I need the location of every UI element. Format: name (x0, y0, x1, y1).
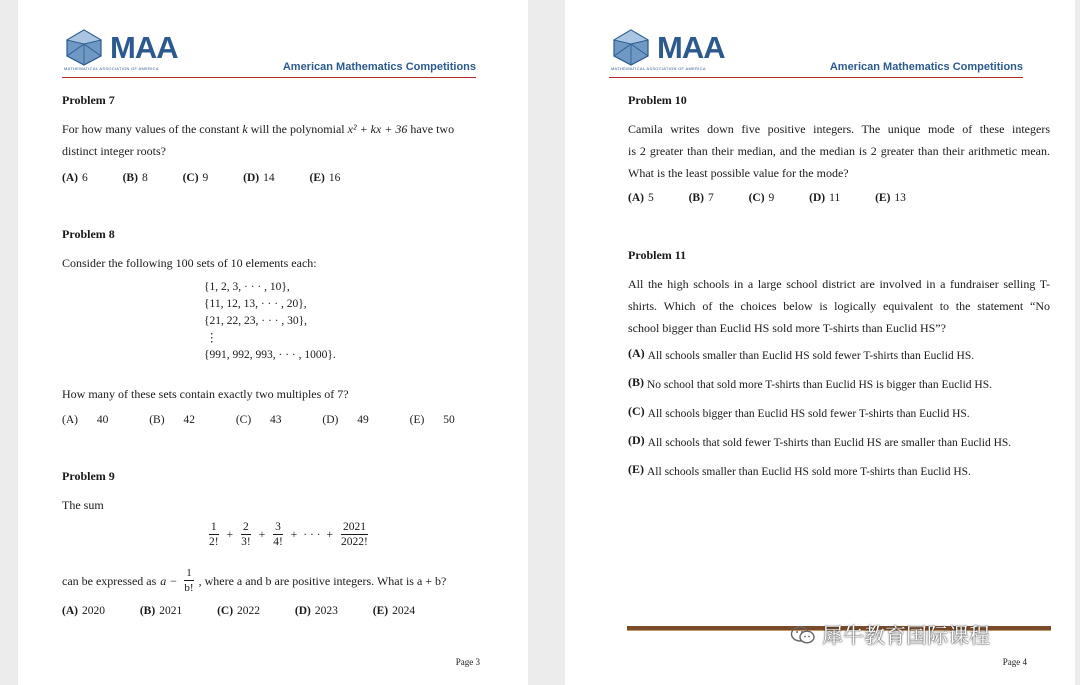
numerator: 2 (243, 521, 249, 533)
fraction-term (239, 520, 253, 549)
problem-9-choices (62, 605, 447, 617)
math-number: 10 (230, 256, 243, 270)
choice-label: (A) (62, 414, 78, 426)
statement-text: distinct integer roots? (62, 144, 166, 158)
problem-9-title: Problem 9 (62, 469, 115, 483)
choice-label: (A) (628, 192, 644, 204)
fraction-term (339, 520, 370, 549)
fraction-term (271, 520, 285, 549)
icosahedron-logo-icon (611, 28, 651, 66)
choice-a (628, 192, 670, 204)
choice-label: (B) (149, 414, 165, 426)
numerator: 1 (186, 567, 192, 579)
option-label: (B) (628, 375, 644, 389)
choice-b (149, 414, 211, 426)
statement-text: elements each: (242, 256, 317, 270)
denominator: 2022! (341, 536, 368, 548)
set-vdots: ⋮ (206, 332, 218, 344)
choice-value: 11 (829, 192, 841, 204)
logo-subtitle: MATHEMATICAL ASSOCIATION OF AMERICA (611, 66, 706, 71)
choice-value: 9 (202, 172, 209, 184)
statement-text: sets of (193, 256, 231, 270)
choice-label: (E) (875, 192, 891, 204)
problem-11-option-e (628, 462, 971, 478)
set-line: {991, 992, 993, · · · , 1000}. (204, 349, 336, 361)
choice-label: (B) (122, 172, 138, 184)
document-page-3 (18, 0, 528, 685)
choice-value: 7 (707, 192, 714, 204)
choice-value: 49 (357, 414, 369, 426)
choice-value: 2022 (237, 605, 261, 617)
problem-11-option-b (628, 375, 992, 391)
numerator: 1 (210, 521, 217, 533)
option-text: All schools bigger than Euclid HS sold fewer T-shirts than Euclid HS. (647, 408, 970, 420)
statement-line: school bigger than Euclid HS sold more T-shirts than Euclid HS”? (628, 321, 946, 335)
statement-line: Camila writes down five positive integers. The unique mode of these integers (628, 122, 1050, 136)
choice-label: (C) (235, 414, 252, 426)
choice-label: (C) (182, 172, 199, 184)
statement-text: For how many values of the constant (62, 122, 243, 136)
choice-value: 14 (263, 172, 275, 184)
option-label: (A) (628, 346, 645, 360)
plus-sign: + (290, 528, 298, 541)
choice-value: 43 (270, 414, 282, 426)
statement-line: All the high schools in a large school district are involved in a fundraiser selling T- (628, 277, 1050, 291)
math-polynomial: x² + kx + 36 (347, 122, 408, 136)
page-number: Page 4 (1002, 657, 1027, 667)
problem-9-intro: The sum (62, 498, 104, 512)
choice-label: (D) (322, 414, 339, 426)
numerator: 3 (275, 521, 281, 533)
choice-a (62, 414, 124, 426)
problem-7-choices (62, 172, 372, 184)
choice-label: (E) (309, 172, 325, 184)
choice-b (689, 192, 730, 204)
choice-value: 13 (894, 192, 906, 204)
option-text: All schools smaller than Euclid HS sold more T-shirts than Euclid HS. (647, 466, 971, 478)
choice-c (749, 192, 791, 204)
statement-text: , where a and b are positive integers. What is a + b? (198, 573, 447, 588)
statement-text: will the polynomial (247, 122, 348, 136)
problem-11-option-c (628, 404, 970, 420)
choice-label: (D) (243, 172, 260, 184)
choice-d (809, 192, 856, 204)
problem-10-title: Problem 10 (628, 93, 687, 107)
option-text: All schools smaller than Euclid HS sold fewer T-shirts than Euclid HS. (647, 350, 975, 362)
problem-11-option-a (628, 346, 974, 362)
choice-c (236, 414, 298, 426)
fraction-term (182, 566, 195, 595)
option-text: No school that sold more T-shirts than Euclid HS is bigger than Euclid HS. (647, 379, 992, 391)
option-label: (D) (628, 433, 645, 447)
choice-value: 50 (443, 414, 455, 426)
problem-11-statement (628, 273, 1050, 339)
problem-11-title: Problem 11 (628, 248, 687, 262)
choice-value: 8 (141, 172, 148, 184)
problem-8-intro (62, 252, 482, 274)
choice-label: (D) (809, 192, 826, 204)
problem-8-choices (62, 414, 487, 426)
denominator: b! (184, 582, 194, 594)
plus-sign: + (258, 528, 266, 541)
choice-label: (E) (372, 605, 389, 617)
maa-logo (611, 26, 725, 76)
header-divider (62, 77, 476, 78)
denominator: 2! (209, 536, 219, 548)
ellipsis: · · · (303, 528, 321, 541)
choice-value: 2021 (159, 605, 183, 617)
header-title: American Mathematics Competitions (282, 61, 476, 73)
option-label: (E) (628, 462, 644, 476)
plus-sign: + (326, 528, 334, 541)
problem-8-title: Problem 8 (62, 227, 115, 241)
choice-label: (B) (688, 192, 704, 204)
choice-value: 42 (183, 414, 195, 426)
choice-value: 6 (81, 172, 88, 184)
icosahedron-logo-icon (64, 28, 104, 66)
choice-a (62, 605, 121, 617)
choice-label: (B) (139, 605, 156, 617)
choice-label: (C) (217, 605, 234, 617)
math-number: 100 (175, 256, 194, 270)
maa-logo (64, 26, 178, 76)
choice-label: (A) (62, 605, 78, 617)
choice-label: (A) (62, 172, 78, 184)
wechat-icon (790, 625, 816, 645)
statement-text: can be expressed as (62, 573, 157, 588)
statement-line: is 2 greater than their median, and the median is 2 greater than their arithmetic mean. (628, 144, 1050, 158)
choice-value: 40 (96, 414, 109, 426)
choice-label: (D) (294, 605, 311, 617)
logo-text: MAA (657, 30, 725, 65)
problem-9-sum-expression (204, 520, 373, 549)
set-line: {21, 22, 23, · · · , 30}, (204, 315, 308, 327)
choice-value: 16 (328, 172, 341, 184)
choice-e (410, 414, 471, 426)
choice-value: 9 (768, 192, 775, 204)
plus-sign: + (226, 528, 234, 541)
watermark-text: 犀牛教育国际课程 (822, 624, 990, 648)
option-label: (C) (628, 404, 645, 418)
choice-e (875, 192, 922, 204)
problem-8-question: How many of these sets contain exactly two multiples of 7? (62, 387, 349, 401)
choice-b (140, 605, 198, 617)
problem-7-title: Problem 7 (62, 93, 115, 107)
statement-text: have two (407, 122, 455, 136)
problem-8-set-list (204, 279, 336, 364)
problem-11-option-d (628, 433, 1011, 449)
choice-e (310, 172, 357, 184)
option-text: All schools that sold fewer T-shirts than Euclid HS are smaller than Euclid HS. (647, 437, 1012, 449)
document-page-4 (565, 0, 1075, 685)
problem-9-statement (62, 566, 502, 595)
choice-c (217, 605, 276, 617)
page-number: Page 3 (455, 657, 480, 667)
choice-value: 2020 (81, 605, 105, 617)
choice-label: (C) (748, 192, 765, 204)
choice-label: (E) (409, 414, 425, 426)
statement-line: shirts. Which of the choices below is logically equivalent to the statement “No (628, 299, 1050, 313)
set-line: {1, 2, 3, · · · , 10}, (204, 281, 290, 293)
problem-10-choices (628, 192, 938, 204)
header-divider (609, 77, 1023, 78)
statement-text: Consider the following (62, 256, 176, 270)
logo-text: MAA (110, 30, 178, 65)
math-var-k: k (242, 122, 248, 136)
fraction-term (207, 520, 221, 549)
choice-d (295, 605, 354, 617)
watermark (790, 620, 990, 650)
denominator: 4! (273, 536, 283, 548)
choice-value: 5 (647, 192, 654, 204)
math-expression: a − (160, 573, 178, 588)
denominator: 3! (241, 536, 251, 548)
choice-a (62, 172, 104, 184)
choice-b (123, 172, 164, 184)
logo-subtitle: MATHEMATICAL ASSOCIATION OF AMERICA (64, 66, 159, 71)
header-title: American Mathematics Competitions (829, 61, 1023, 73)
choice-d (243, 172, 290, 184)
problem-10-statement (628, 118, 1050, 184)
problem-7-statement (62, 118, 482, 162)
choice-value: 2023 (314, 605, 338, 617)
choice-d (322, 414, 384, 426)
statement-line: What is the least possible value for the mode? (628, 166, 849, 180)
choice-c (183, 172, 225, 184)
choice-e (373, 605, 431, 617)
numerator: 2021 (342, 521, 366, 533)
choice-value: 2024 (392, 605, 416, 617)
set-line: {11, 12, 13, · · · , 20}, (204, 298, 307, 310)
